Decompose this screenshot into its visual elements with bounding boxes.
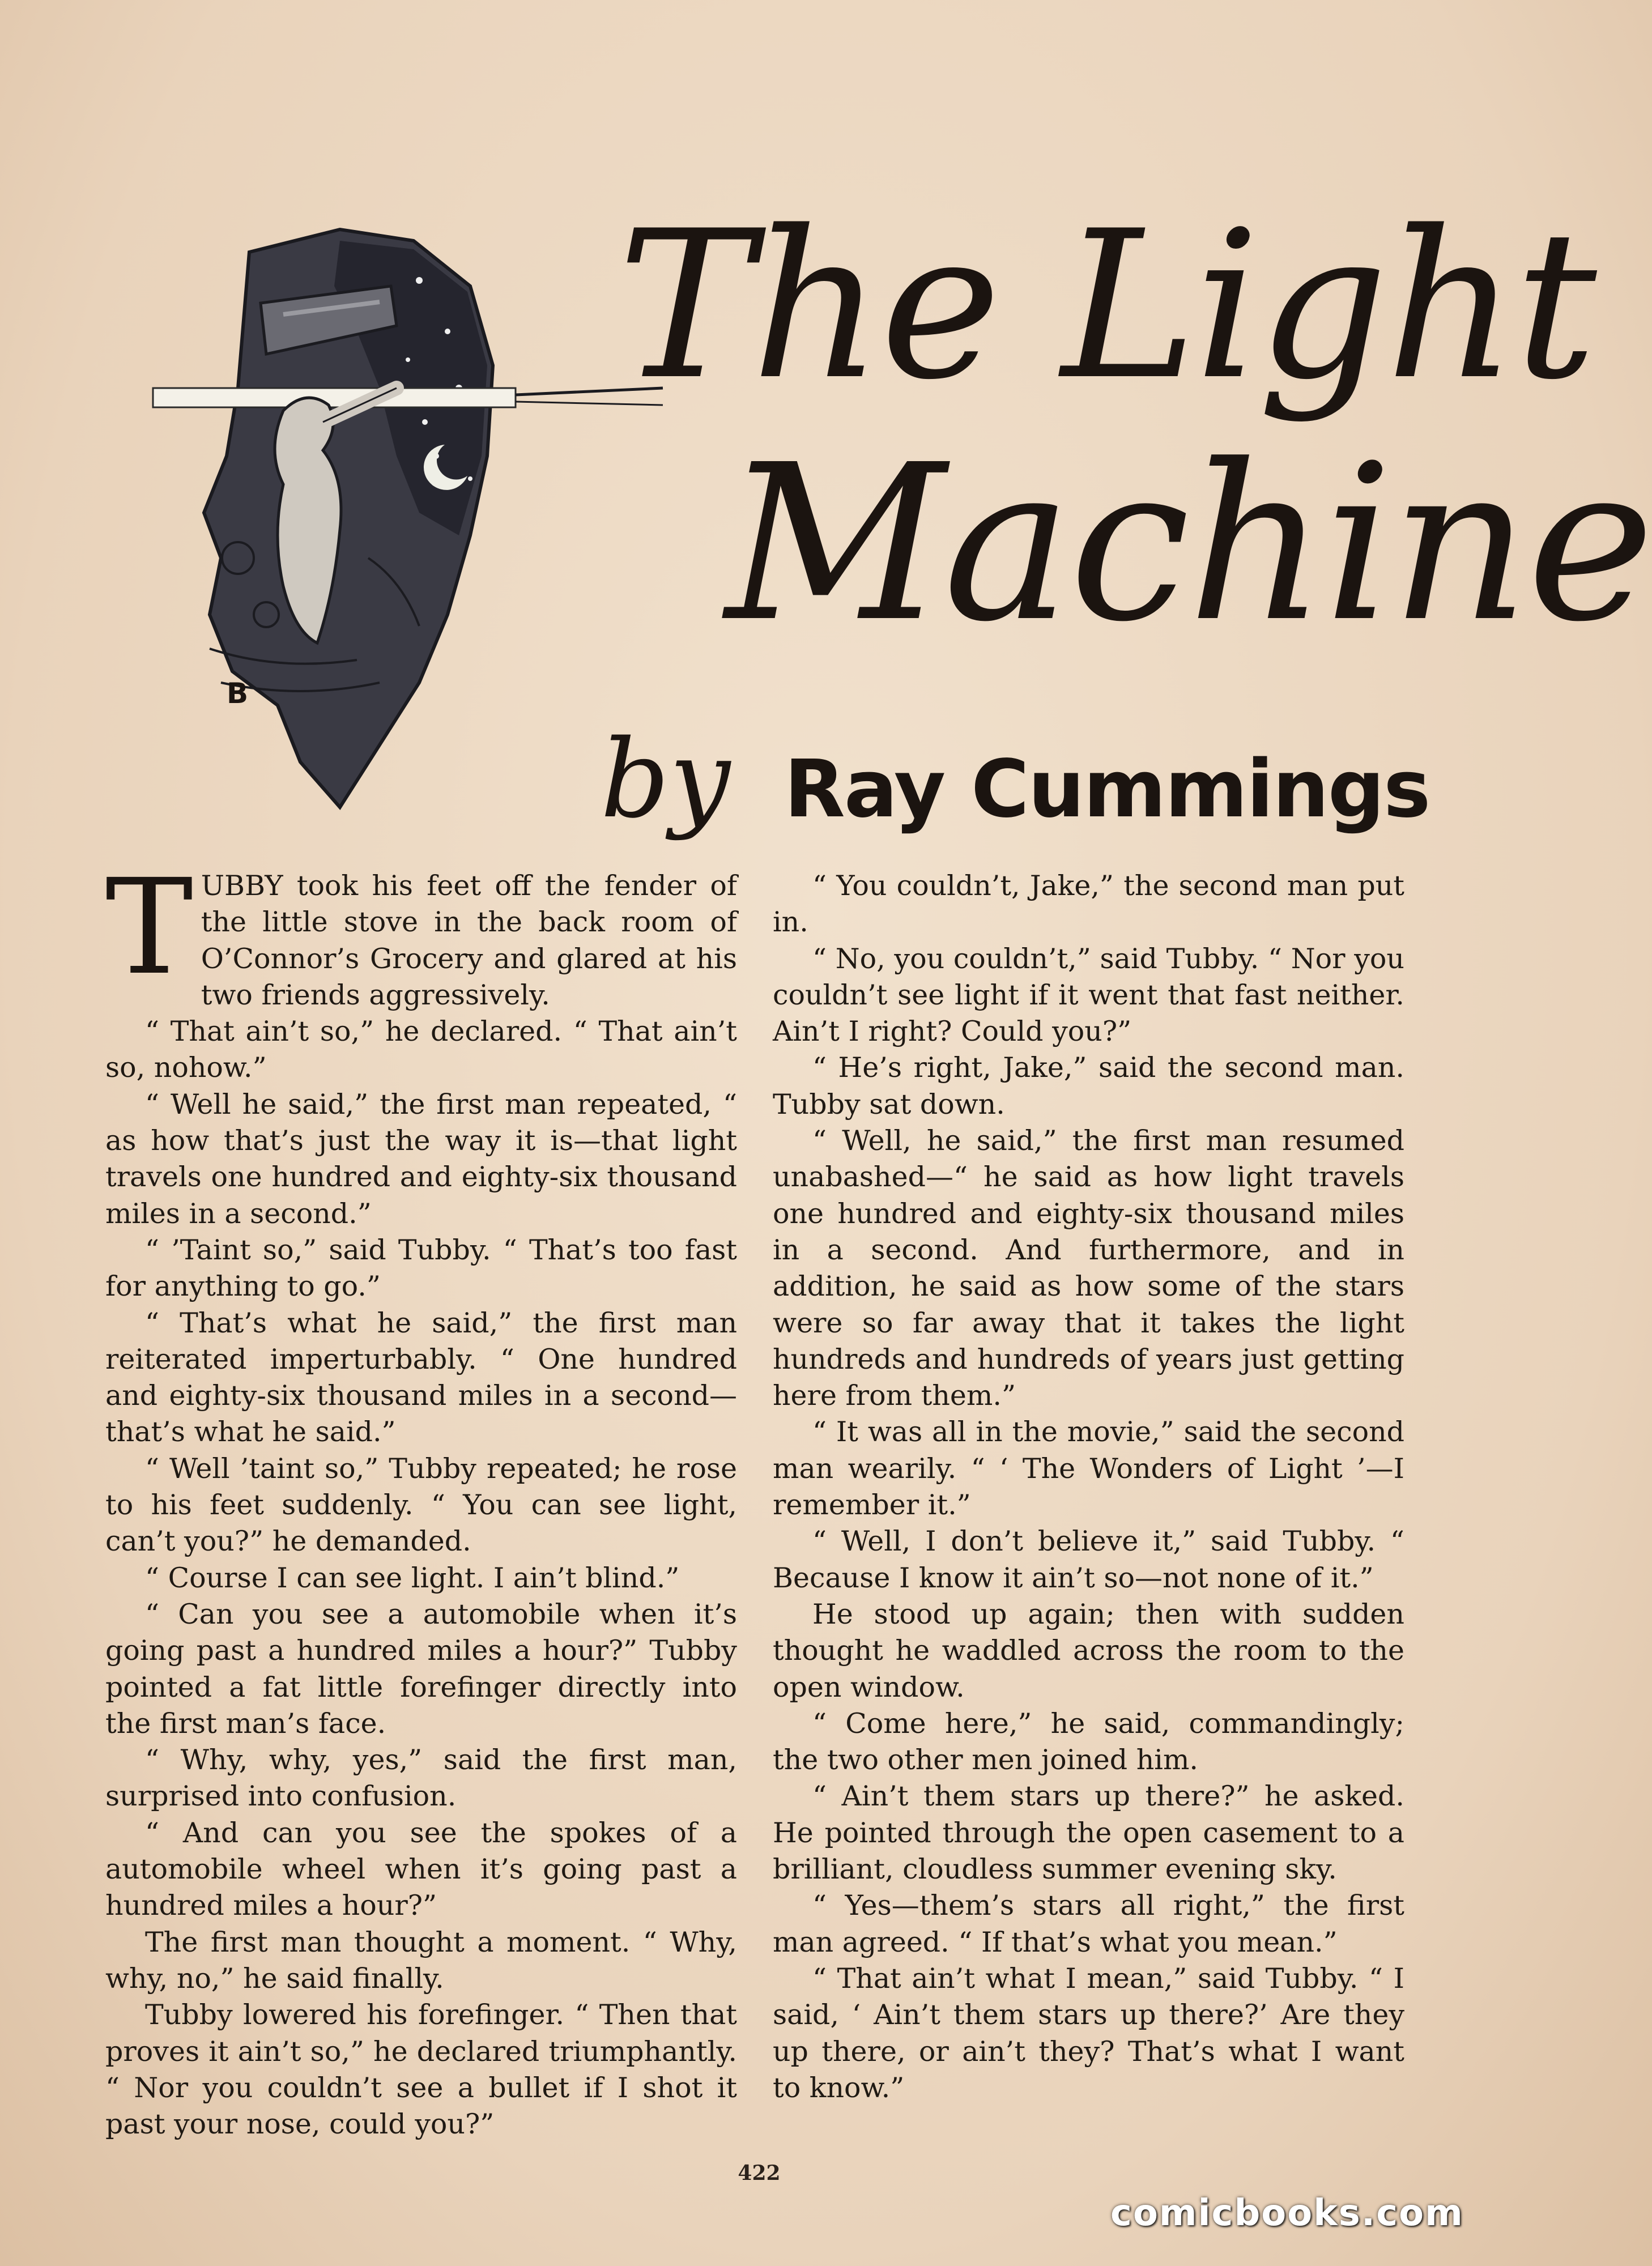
paragraph: “ He’s right, Jake,” said the second man. Tubby sat down. bbox=[773, 1051, 1404, 1121]
paragraph: “ That ain’t what I mean,” said Tubby. “ I said, ‘ Ain’t them stars up there?’ Are they up there, or ain’t they? That’s what I want to know.” bbox=[773, 1962, 1404, 2104]
story-title-line-2: Machine bbox=[725, 418, 1652, 669]
byline-by: by bbox=[601, 717, 730, 842]
paragraph: “ ’Taint so,” said Tubby. “ That’s too fast for anything to go.” bbox=[105, 1233, 737, 1303]
paragraph: “ And can you see the spokes of a automobile wheel when it’s going past a hundred miles a hour?” bbox=[105, 1816, 737, 1922]
paragraph bbox=[105, 851, 737, 1013]
artist-initial: B bbox=[227, 677, 249, 710]
story-title-line-1: The Light bbox=[618, 187, 1595, 424]
paragraph: “ Well he said,” the first man repeated, “ as how that’s just the way it is—that light travels one hundred and eighty-six thousand miles in a second.” bbox=[105, 1088, 737, 1230]
paragraph: “ Well ’taint so,” Tubby repeated; he rose to his feet suddenly. “ You can see light, can’t you?” he demanded. bbox=[105, 1452, 737, 1558]
paragraph: He stood up again; then with sudden thought he waddled across the room to the open window. bbox=[773, 1598, 1404, 1703]
text-column-right bbox=[773, 868, 1404, 2154]
page-number: 422 bbox=[738, 2161, 781, 2185]
telescope-illustration bbox=[153, 218, 663, 830]
paragraph: “ Can you see a automobile when it’s going past a hundred miles a hour?” Tubby pointed a fat little forefinger directly into the first man’s face. bbox=[105, 1598, 737, 1740]
author-name: Ray Cummings bbox=[784, 743, 1430, 836]
paragraph: Tubby lowered his forefinger. “ Then that proves it ain’t so,” he declared triumphantly. “ Nor you couldn’t see a bullet if I shot it past your nose, could you?” bbox=[105, 1999, 737, 2141]
text-column-left bbox=[105, 851, 737, 2154]
paragraph: “ Ain’t them stars up there?” he asked. He pointed through the open casement to a brilliant, cloudless summer evening sky. bbox=[773, 1780, 1404, 1886]
paragraph: “ No, you couldn’t,” said Tubby. “ Nor you couldn’t see light if it went that fast neither. Ain’t I right? Could you?” bbox=[773, 942, 1404, 1048]
byline bbox=[601, 717, 1430, 842]
paragraph: “ Yes—them’s stars all right,” the first man agreed. “ If that’s what you mean.” bbox=[773, 1889, 1404, 1958]
watermark: comicbooks.com bbox=[1110, 2192, 1464, 2234]
paragraph: “ That ain’t so,” he declared. “ That ain’t so, nohow.” bbox=[105, 1015, 737, 1084]
paragraph: “ That’s what he said,” the first man reiterated imperturbably. “ One hundred and eighty-six thousand miles in a second— that’s what he said.” bbox=[105, 1306, 737, 1449]
paragraph: “ Well, he said,” the first man resumed unabashed—“ he said as how light travels one hundred and eighty-six thousand miles in a second. And furthermore, and in addition, he said as how some of the stars were so far away that it takes the light hundreds and hundreds of years just getting here from them.” bbox=[773, 1125, 1404, 1412]
paragraph-text: UBBY took his feet off the fender of the little stove in the back room of O’Connor’s Grocery and glared at his two friends aggressively. bbox=[201, 870, 737, 1011]
paragraph: The first man thought a moment. “ Why, why, no,” he said finally. bbox=[105, 1926, 737, 1995]
paragraph: “ Why, why, yes,” said the first man, surprised into confusion. bbox=[105, 1744, 737, 1813]
drop-cap: T bbox=[105, 851, 193, 1004]
paragraph: “ Well, I don’t believe it,” said Tubby. “ Because I know it ain’t so—not none of it.” bbox=[773, 1525, 1404, 1594]
paragraph: “ Come here,” he said, commandingly; the two other men joined him. bbox=[773, 1707, 1404, 1777]
paragraph: “ You couldn’t, Jake,” the second man put in. bbox=[773, 870, 1404, 939]
story-illustration bbox=[153, 218, 663, 830]
paragraph: “ It was all in the movie,” said the second man wearily. “ ‘ The Wonders of Light ’—I remember it.” bbox=[773, 1416, 1404, 1522]
paragraph: “ Course I can see light. I ain’t blind.” bbox=[145, 1561, 680, 1594]
